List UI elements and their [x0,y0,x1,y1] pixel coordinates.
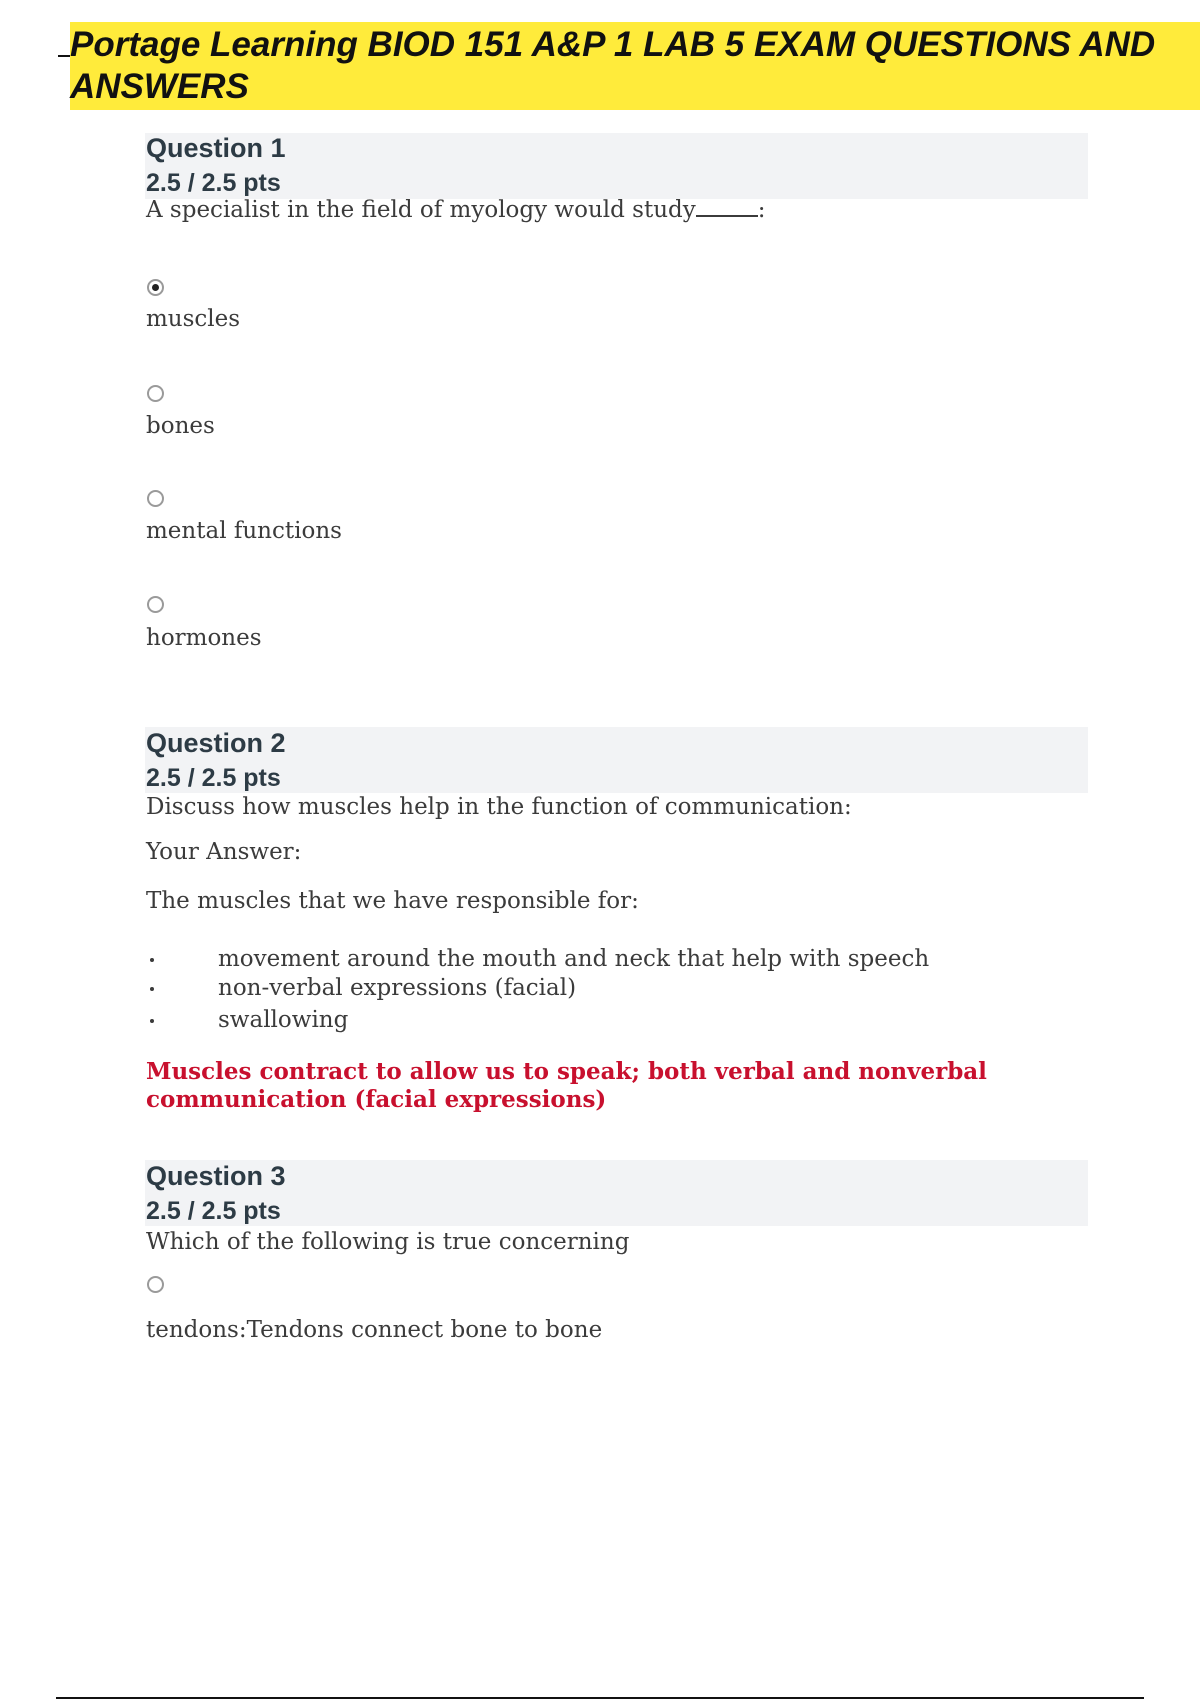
option-muscles-radio[interactable] [147,279,164,296]
question-3-header [145,1160,1088,1226]
option-bones-label: bones [146,413,215,439]
question-1-points: 2.5 / 2.5 pts [146,169,281,197]
option-mental-functions-radio[interactable] [147,490,164,507]
question-3-title: Question 3 [146,1161,286,1191]
page-title: Portage Learning BIOD 151 A&P 1 LAB 5 EXAM QUESTIONS AND ANSWERS [70,25,1156,106]
bullet-icon [150,987,154,991]
question-2-points: 2.5 / 2.5 pts [146,764,281,792]
option-tendons-label: tendons:Tendons connect bone to bone [146,1317,603,1343]
question-2-feedback: Muscles contract to allow us to speak; both verbal and nonverbal communication (facial expressions) [146,1058,987,1113]
question-2-title: Question 2 [146,728,286,758]
page-bottom-rule [56,1697,1144,1699]
your-answer-label: Your Answer: [146,839,302,865]
option-muscles-label: muscles [146,306,241,332]
option-hormones-radio[interactable] [147,596,164,613]
question-2-prompt: Discuss how muscles help in the function of communication: [146,794,852,820]
answer-bullet-1: movement around the mouth and neck that help with speech [218,946,930,972]
question-1-header [145,133,1088,199]
bullet-icon [150,1019,154,1023]
option-bones-radio[interactable] [147,385,164,402]
option-hormones-label: hormones [146,625,262,651]
fill-in-blank [696,197,758,217]
answer-intro: The muscles that we have responsible for: [146,888,639,914]
question-3-points: 2.5 / 2.5 pts [146,1197,281,1225]
answer-bullet-2: non-verbal expressions (facial) [218,975,577,1001]
option-mental-functions-label: mental functions [146,518,342,544]
question-1-title: Question 1 [146,133,286,163]
answer-bullet-3: swallowing [218,1007,349,1033]
question-2-header [145,727,1088,793]
option-tendons-radio[interactable] [147,1276,164,1293]
question-1-prompt-suffix: : [757,197,766,223]
bullet-icon [150,958,154,962]
title-underscore [58,55,70,57]
question-3-prompt: Which of the following is true concerning [146,1229,630,1255]
question-1-prompt-text: A specialist in the field of myology would study [146,197,696,223]
question-1-prompt [146,196,766,224]
